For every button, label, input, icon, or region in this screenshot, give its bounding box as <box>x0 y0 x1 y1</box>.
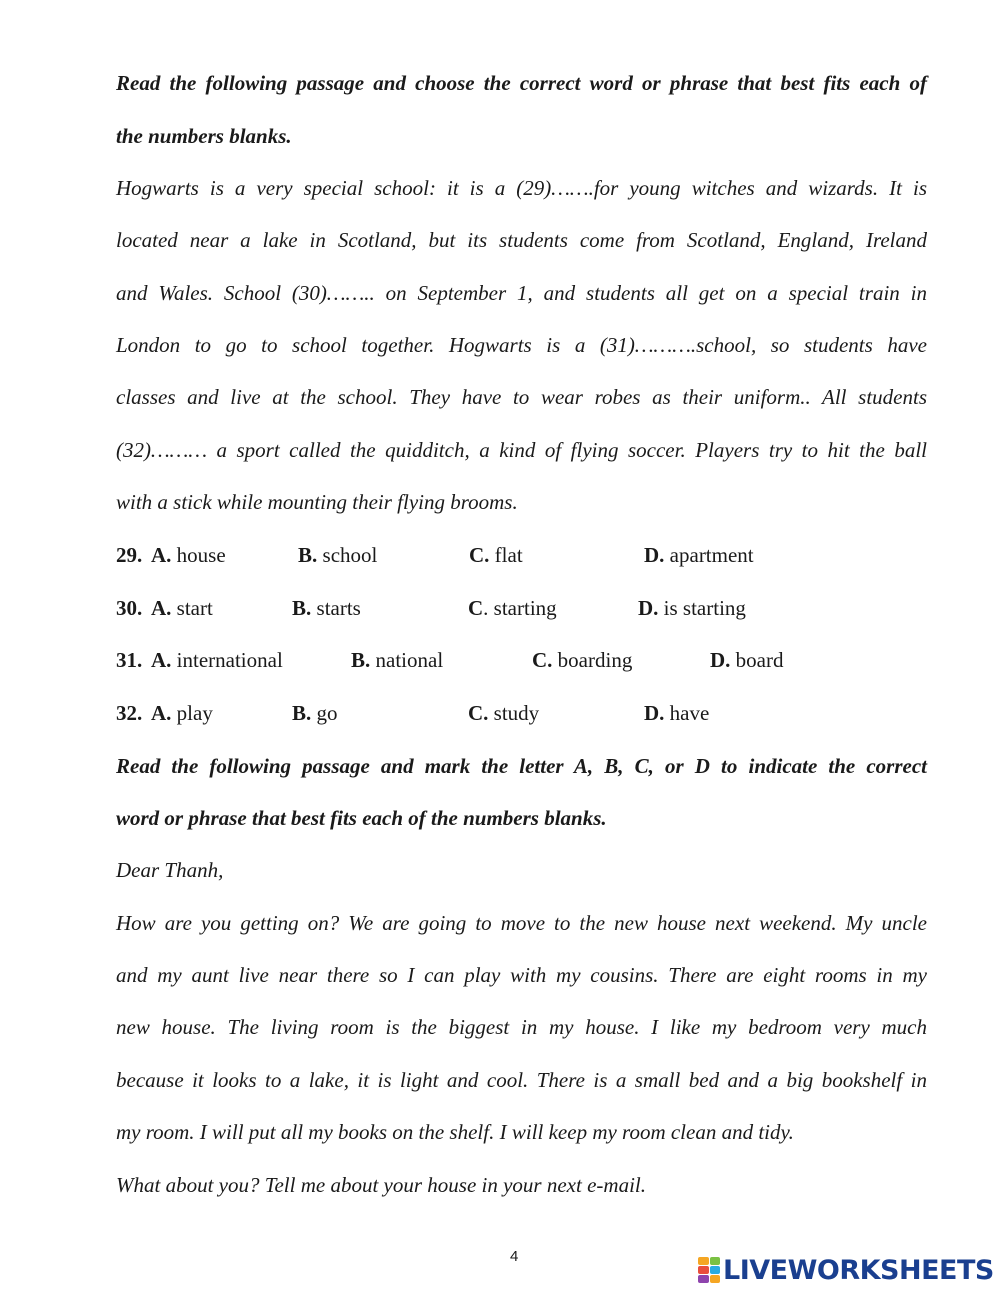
option-d[interactable]: D. is starting <box>638 596 746 620</box>
letter-greeting: Dear Thanh, <box>116 858 224 882</box>
letter-line: new house. The living room is the biggest in my house. I like my bedroom very much <box>116 1015 927 1039</box>
liveworksheets-logo[interactable] <box>698 1254 994 1286</box>
option-b[interactable]: B. school <box>298 543 378 567</box>
option-c[interactable]: C. study <box>468 701 540 725</box>
option-c[interactable]: C. starting <box>468 596 557 620</box>
option-b[interactable]: B. starts <box>292 596 361 620</box>
passage-line: with a stick while mounting their flying brooms. <box>116 490 518 514</box>
option-b[interactable]: B. national <box>351 648 444 672</box>
passage-line: and Wales. School (30)…….. on September 1, and students all get on a special train in <box>116 281 927 305</box>
letter-line: because it looks to a lake, it is light and cool. There is a small bed and a big bookshelf in <box>116 1068 927 1092</box>
option-c[interactable]: C. flat <box>469 543 523 567</box>
question-number: 29. <box>116 543 143 567</box>
liveworksheets-wordmark: LIVEWORKSHEETS <box>723 1254 994 1286</box>
letter-line: my room. I will put all my books on the shelf. I will keep my room clean and tidy. <box>116 1120 794 1144</box>
option-a[interactable]: A. international <box>151 648 283 672</box>
question-number: 30. <box>116 596 143 620</box>
question-number: 32. <box>116 701 143 725</box>
option-b[interactable]: B. go <box>292 701 338 725</box>
letter-line: and my aunt live near there so I can play with my cousins. There are eight rooms in my <box>116 963 927 987</box>
instruction-line: Read the following passage and choose the correct word or phrase that best fits each of <box>116 71 927 95</box>
passage-line: classes and live at the school. They have to wear robes as their uniform.. All students <box>116 385 927 409</box>
liveworksheets-icon <box>698 1257 720 1283</box>
option-d[interactable]: D. apartment <box>644 543 754 567</box>
instruction-line: Read the following passage and mark the letter A, B, C, or D to indicate the correct <box>116 754 927 778</box>
instruction-line: word or phrase that best fits each of the numbers blanks. <box>116 806 607 830</box>
passage-line: Hogwarts is a very special school: it is a (29)…….for young witches and wizards. It is <box>116 176 927 200</box>
option-a[interactable]: A. start <box>151 596 213 620</box>
instruction-line: the numbers blanks. <box>116 124 292 148</box>
letter-line: What about you? Tell me about your house in your next e-mail. <box>116 1173 646 1197</box>
option-a[interactable]: A. play <box>151 701 213 725</box>
page-number: 4 <box>510 1248 519 1265</box>
option-d[interactable]: D. have <box>644 701 710 725</box>
letter-line: How are you getting on? We are going to move to the new house next weekend. My uncle <box>116 911 927 935</box>
option-a[interactable]: A. house <box>151 543 226 567</box>
passage-line: located near a lake in Scotland, but its students come from Scotland, England, Ireland <box>116 228 927 252</box>
option-c[interactable]: C. boarding <box>532 648 633 672</box>
passage-line: (32)……… a sport called the quidditch, a kind of flying soccer. Players try to hit the ball <box>116 438 927 462</box>
option-d[interactable]: D. board <box>710 648 784 672</box>
passage-line: London to go to school together. Hogwarts is a (31)……….school, so students have <box>116 333 927 357</box>
question-number: 31. <box>116 648 143 672</box>
